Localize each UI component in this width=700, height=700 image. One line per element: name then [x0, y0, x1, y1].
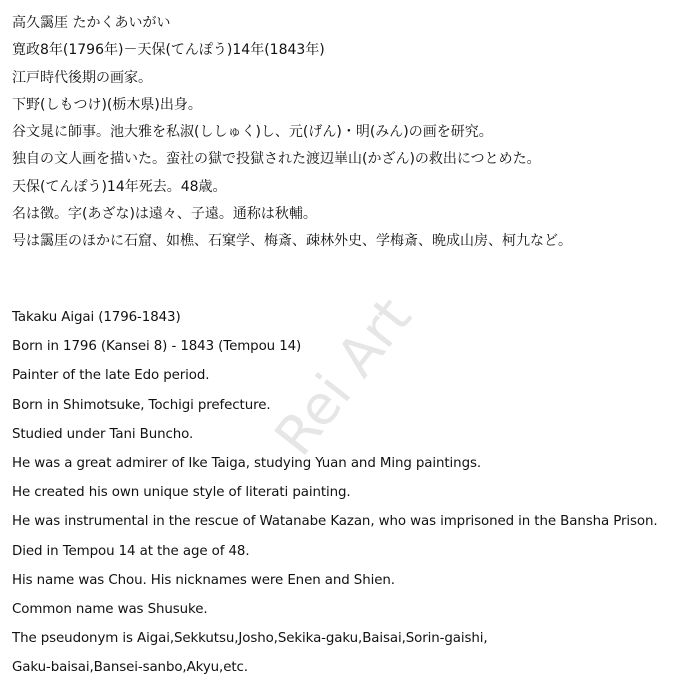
- ja-style-line: 独自の文人画を描いた。蛮社の獄で投獄された渡辺崋山(かざん)の救出につとめた。: [12, 151, 541, 168]
- en-death-line: Died in Tempou 14 at the age of 48.: [12, 543, 250, 559]
- ja-names-line: 名は徴。字(あざな)は遠々、子遠。通称は秋輔。: [12, 206, 317, 223]
- ja-pseudonyms-line: 号は靄厓のほかに石窟、如樵、石窠学、梅斎、疎林外史、学梅斎、晩成山房、柯九など。: [12, 233, 572, 250]
- en-birthplace-line: Born in Shimotsuke, Tochigi prefecture.: [12, 397, 271, 413]
- en-common-name-line: Common name was Shusuke.: [12, 601, 208, 617]
- en-dates-line: Born in 1796 (Kansei 8) - 1843 (Tempou 14): [12, 339, 302, 355]
- ja-period-line: 江戸時代後期の画家。: [12, 69, 152, 86]
- en-pseudonyms-continued-line: Gaku-baisai,Bansei-sanbo,Akyu,etc.: [12, 660, 248, 676]
- en-pseudonyms-line: The pseudonym is Aigai,Sekkutsu,Josho,Sekika-gaku,Baisai,Sorin-gaishi,: [12, 631, 488, 647]
- ja-teacher-line: 谷文晁に師事。池大雅を私淑(ししゅく)し、元(げん)・明(みん)の画を研究。: [12, 124, 493, 141]
- en-title-line: Takaku Aigai (1796-1843): [12, 310, 181, 325]
- ja-dates-line: 寛政8年(1796年)－天保(てんぽう)14年(1843年): [12, 42, 325, 59]
- japanese-biography: [12, 10, 572, 256]
- en-style-line: He created his own unique style of literati painting.: [12, 485, 351, 501]
- watermark: Rei Art: [262, 285, 424, 468]
- en-period-line: Painter of the late Edo period.: [12, 368, 210, 384]
- en-admirer-line: He was a great admirer of Ike Taiga, studying Yuan and Ming paintings.: [12, 455, 481, 471]
- en-teacher-line: Studied under Tani Buncho.: [12, 426, 194, 442]
- english-biography: [12, 303, 658, 682]
- ja-death-line: 天保(てんぽう)14年死去。48歳。: [12, 178, 227, 195]
- ja-birthplace-line: 下野(しもつけ)(栃木県)出身。: [12, 96, 202, 113]
- en-rescue-line: He was instrumental in the rescue of Watanabe Kazan, who was imprisoned in the Bansha Prison.: [12, 514, 658, 530]
- en-names-line: His name was Chou. His nicknames were Enen and Shien.: [12, 572, 395, 588]
- ja-title-line: 高久靄厓 たかくあいがい: [12, 15, 171, 31]
